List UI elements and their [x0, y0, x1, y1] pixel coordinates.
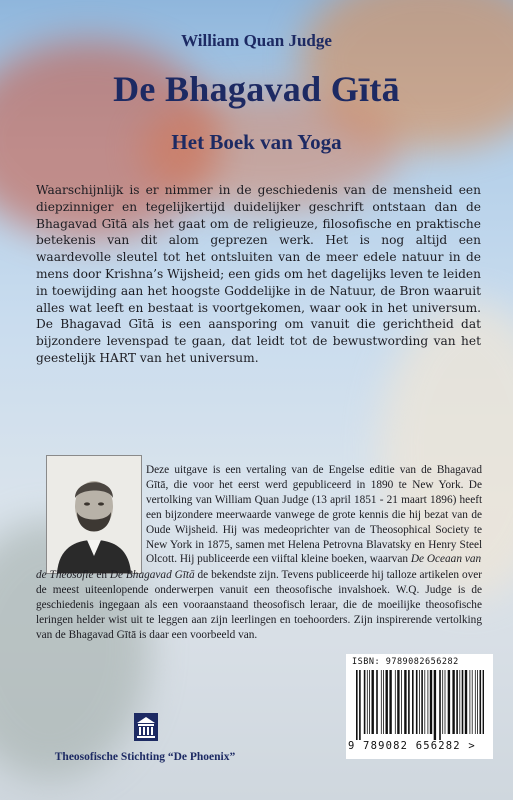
barcode-bar: [404, 670, 406, 734]
barcode-bar: [452, 670, 454, 734]
barcode-bar: [445, 670, 446, 734]
barcode-bar: [395, 670, 396, 734]
portrait-photo: [47, 456, 141, 573]
barcode-bar: [359, 670, 361, 740]
barcode-bar: [401, 670, 402, 734]
barcode-bar: [412, 670, 414, 734]
barcode-bar: [397, 670, 399, 734]
barcode-digits: 9 789082 656282 >: [348, 740, 476, 752]
barcode-bar: [386, 670, 388, 734]
barcode: [356, 670, 484, 740]
barcode-bar: [356, 670, 358, 740]
barcode-bar: [480, 670, 482, 734]
barcode-bar: [475, 670, 476, 734]
barcode-bar: [372, 670, 374, 734]
blurb-paragraph: Waarschijnlijk is er nimmer in de geschiedenis van de mensheid een diepzinniger en tegelijkertijd duidelijker geschrift ontstaan dan de Bhagavad Gītā als het gaat om de religieuze, filosofische en praktische betekenis van dit alom geprezen werk. Het is nog altijd een waardevolle sleutel tot het ontsluiten van de meer edele natuur in de mens door Krishna’s Wijsheid; een gids om het dagelijks leven te leiden in toewijding aan het hoogste Goddelijke in de Natuur, de Bron waaruit alles wat leeft en bestaat is voortgekomen, waar ook in het universum. De Bhagavad Gītā is een aansporing om vanuit die gerichtheid dat bijzondere levenspad te gaan, dat leidt tot de bewustwording van het geestelijk HART van het universum.: [36, 183, 481, 365]
barcode-bar: [367, 670, 368, 734]
barcode-bar: [389, 670, 391, 734]
barcode-bar: [459, 670, 460, 734]
barcode-bar: [483, 670, 484, 734]
barcode-bar: [383, 670, 384, 734]
barcode-bar: [369, 670, 370, 734]
barcode-bar: [472, 670, 473, 734]
book-subtitle: Het Boek van Yoga: [171, 130, 342, 154]
barcode-bar: [419, 670, 420, 734]
barcode-bar: [416, 670, 418, 734]
barcode-area: [346, 654, 493, 759]
barcode-bar: [448, 670, 450, 734]
bio-paragraph-bottom: de Theosofie en De Bhagavad Gītā de bekendste zijn. Tevens publiceerde hij talloze artikelen over de meest uiteenlopende onderwerpen vanuit een theosofische invalshoek. W.Q. Judge is de geschiedenis ingegaan als een vooraanstaand theosofisch leraar, die de moeilijke theosofische leringen helder wist uit te leggen aan zijn leerlingen en toehoorders. Zijn inspirerende vertolking van de Bhagavad Gītā is daar een voorbeeld van.: [36, 569, 483, 641]
barcode-bar: [376, 670, 378, 734]
barcode-bar: [465, 670, 467, 734]
publisher-temple-logo-icon: [134, 713, 158, 741]
barcode-bar: [430, 670, 432, 734]
isbn-label: ISBN: 9789082656282: [352, 657, 459, 667]
publisher-name: Theosofische Stichting “De Phoenix”: [54, 751, 236, 763]
author-portrait: [46, 455, 142, 574]
barcode-bar: [477, 670, 478, 734]
bio-paragraph-top: Deze uitgave is een vertaling van de Engelse editie van de Bhagavad Gītā, die voor het eerst werd gepubliceerd in 1890 te New York. De vertolking van William Quan Judge (13 april 1851 - 21 maart 1896) heeft een bijzondere meerwaarde vanwege de grote kennis die hij bezat van de Oude Wijsheid. Hij was medeoprichter van de Theosophical Society te New York in 1875, samen met Helena Petrovna Blavatsky en Henry Steel Olcott. Hij publiceerde een viiftal kleine boeken, waarvan De Oceaan van: [146, 464, 483, 566]
barcode-bar: [424, 670, 425, 734]
barcode-bar: [442, 670, 443, 734]
barcode-bar: [456, 670, 458, 734]
barcode-bar: [462, 670, 464, 734]
barcode-bar: [470, 670, 471, 734]
author-name: William Quan Judge: [181, 31, 332, 50]
barcode-bar: [428, 670, 429, 734]
barcode-bar: [434, 670, 436, 740]
barcode-bar: [364, 670, 366, 734]
book-title: De Bhagavad Gītā: [113, 69, 400, 109]
barcode-bar: [421, 670, 423, 734]
barcode-bar: [408, 670, 410, 734]
barcode-bar: [381, 670, 382, 734]
barcode-bar: [439, 670, 441, 740]
